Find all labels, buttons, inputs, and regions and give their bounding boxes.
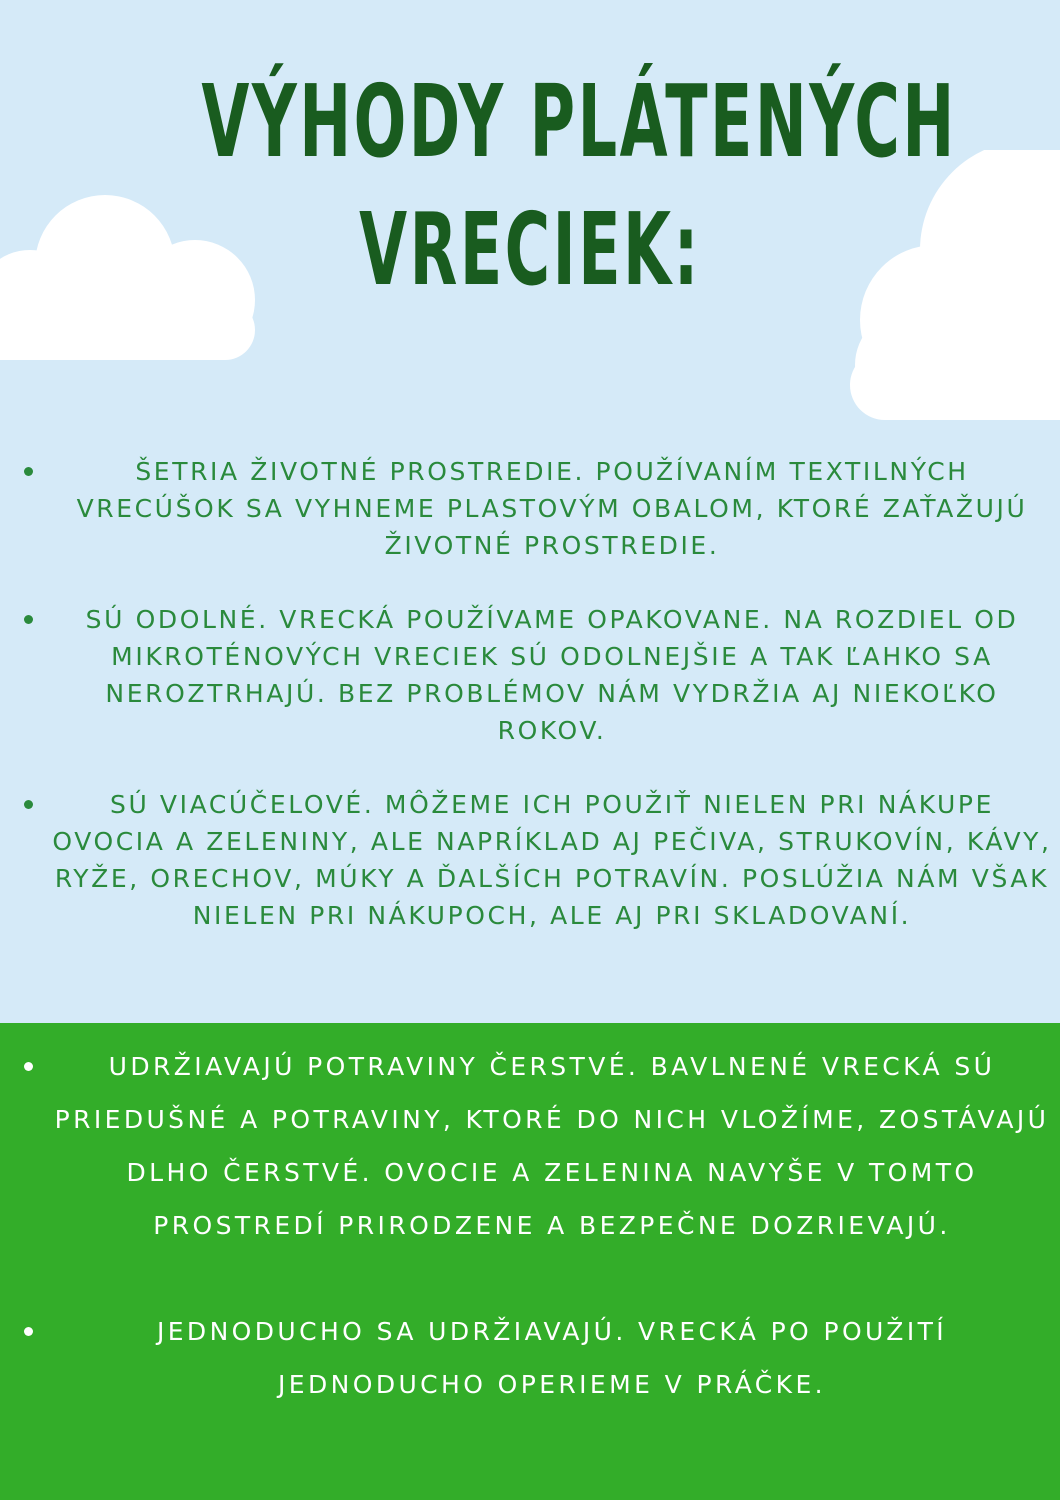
- benefit-text: UDRŽIAVAJÚ POTRAVINY ČERSTVÉ. BAVLNENÉ VRECKÁ SÚ PRIEDUŠNÉ A POTRAVINY, KTORÉ DO NICH VLOŽÍME, ZOSTÁVAJÚ DLHO ČERSTVÉ. OVOCIE A ZELENINA NAVYŠE V TOMTO PROSTREDÍ PRIRODZENE A BEZPEČNE DOZRIEVAJÚ.: [54, 1052, 1050, 1240]
- benefit-item: [0, 601, 1060, 749]
- title-line-1: VÝHODY PLÁTENÝCH: [201, 63, 957, 180]
- bullet-dot-icon: [24, 1327, 33, 1336]
- benefit-text: ŠETRIA ŽIVOTNÉ PROSTREDIE. POUŽÍVANÍM TEXTILNÝCH VRECÚŠOK SA VYHNEME PLASTOVÝM OBALOM, KTORÉ ZAŤAŽUJÚ ŽIVOTNÉ PROSTREDIE.: [76, 457, 1028, 560]
- benefit-item: [0, 1040, 1060, 1252]
- benefit-text: JEDNODUCHO SA UDRŽIAVAJÚ. VRECKÁ PO POUŽITÍ JEDNODUCHO OPERIEME V PRÁČKE.: [156, 1317, 948, 1399]
- benefits-list-top: [0, 453, 1060, 971]
- benefit-text: SÚ ODOLNÉ. VRECKÁ POUŽÍVAME OPAKOVANE. NA ROZDIEL OD MIKROTÉNOVÝCH VRECIEK SÚ ODOLNEJŠIE A TAK ĽAHKO SA NEROZTRHAJÚ. BEZ PROBLÉMOV NÁM VYDRŽIA AJ NIEKOĽKO ROKOV.: [85, 605, 1019, 745]
- bullet-dot-icon: [24, 615, 33, 624]
- benefit-item: [0, 453, 1060, 564]
- bullet-dot-icon: [24, 1062, 33, 1071]
- benefit-item: [0, 786, 1060, 934]
- title-line-2: VRECIEK:: [359, 191, 701, 308]
- benefit-text: SÚ VIACÚČELOVÉ. MÔŽEME ICH POUŽIŤ NIELEN PRI NÁKUPE OVOCIA A ZELENINY, ALE NAPRÍKLAD AJ PEČIVA, STRUKOVÍN, KÁVY, RYŽE, ORECHOV, MÚKY A ĎALŠÍCH POTRAVÍN. POSLÚŽIA NÁM VŠAK NIELEN PRI NÁKUPOCH, ALE AJ PRI SKLADOVANÍ.: [52, 790, 1052, 930]
- benefit-item: [0, 1305, 1060, 1411]
- benefits-list-bottom: [0, 1040, 1060, 1464]
- page-title: [0, 58, 1060, 314]
- bullet-dot-icon: [24, 800, 33, 809]
- bullet-dot-icon: [24, 467, 33, 476]
